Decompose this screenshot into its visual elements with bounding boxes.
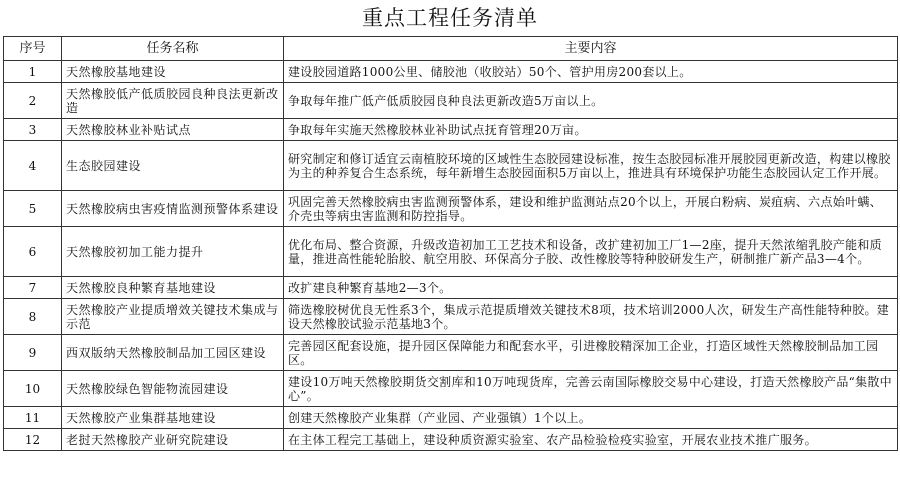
row-num: 4 (4, 141, 62, 191)
row-num: 9 (4, 335, 62, 371)
row-num: 7 (4, 277, 62, 299)
row-content: 在主体工程完工基础上，建设种质资源实验室、农产品检验检疫实验室，开展农业技术推广服务。 (284, 429, 898, 451)
row-content: 创建天然橡胶产业集群（产业园、产业强镇）1个以上。 (284, 407, 898, 429)
row-name: 天然橡胶绿色智能物流园建设 (62, 371, 284, 407)
row-num: 1 (4, 61, 62, 83)
row-name: 天然橡胶产业提质增效关键技术集成与示范 (62, 299, 284, 335)
table-row (4, 429, 898, 451)
row-content: 争取每年实施天然橡胶林业补助试点抚育管理20万亩。 (284, 119, 898, 141)
table-row (4, 277, 898, 299)
header-num: 序号 (4, 37, 62, 61)
table-row (4, 191, 898, 227)
header-content: 主要内容 (284, 37, 898, 61)
row-content: 研究制定和修订适宜云南植胶环境的区域性生态胶园建设标准，按生态胶园标准开展胶园更新改造，构建以橡胶为主的种养复合生态系统，每年新增生态胶园面积5万亩以上，推进具有环境保护功能生态胶园认定工作开展。 (284, 141, 898, 191)
table-row (4, 407, 898, 429)
row-name: 老挝天然橡胶产业研究院建设 (62, 429, 284, 451)
row-name: 天然橡胶林业补贴试点 (62, 119, 284, 141)
table-row (4, 119, 898, 141)
table-row (4, 141, 898, 191)
task-table (3, 36, 898, 451)
table-row (4, 335, 898, 371)
table-row (4, 299, 898, 335)
row-num: 8 (4, 299, 62, 335)
row-content: 改扩建良种繁育基地2—3个。 (284, 277, 898, 299)
row-name: 天然橡胶基地建设 (62, 61, 284, 83)
row-num: 11 (4, 407, 62, 429)
row-num: 10 (4, 371, 62, 407)
row-name: 天然橡胶低产低质胶园良种良法更新改造 (62, 83, 284, 119)
row-content: 争取每年推广低产低质胶园良种良法更新改造5万亩以上。 (284, 83, 898, 119)
table-header-row (4, 37, 898, 61)
table-row (4, 61, 898, 83)
row-content: 巩固完善天然橡胶病虫害监测预警体系，建设和维护监测站点20个以上，开展白粉病、炭疽病、六点始叶螨、介壳虫等病虫害监测和防控指导。 (284, 191, 898, 227)
row-content: 优化布局、整合资源，升级改造初加工工艺技术和设备，改扩建初加工厂1—2座，提升天然浓缩乳胶产能和质量，推进高性能轮胎胶、航空用胶、环保高分子胶、改性橡胶等特种胶研发生产，研制推广新产品3—4个。 (284, 227, 898, 277)
header-name: 任务名称 (62, 37, 284, 61)
page-title: 重点工程任务清单 (362, 6, 538, 30)
row-name: 西双版纳天然橡胶制品加工园区建设 (62, 335, 284, 371)
row-num: 6 (4, 227, 62, 277)
row-num: 2 (4, 83, 62, 119)
row-content: 完善园区配套设施，提升园区保障能力和配套水平，引进橡胶精深加工企业，打造区域性天然橡胶制品加工园区。 (284, 335, 898, 371)
table-row (4, 83, 898, 119)
row-content: 筛选橡胶树优良无性系3个，集成示范提质增效关键技术8项，技术培训2000人次，研发生产高性能特种胶。建设天然橡胶试验示范基地3个。 (284, 299, 898, 335)
row-num: 12 (4, 429, 62, 451)
row-name: 天然橡胶良种繁育基地建设 (62, 277, 284, 299)
row-num: 5 (4, 191, 62, 227)
row-name: 天然橡胶初加工能力提升 (62, 227, 284, 277)
row-num: 3 (4, 119, 62, 141)
table-row (4, 371, 898, 407)
table-row (4, 227, 898, 277)
row-name: 天然橡胶产业集群基地建设 (62, 407, 284, 429)
row-content: 建设胶园道路1000公里、储胶池（收胶站）50个、管护用房200套以上。 (284, 61, 898, 83)
row-name: 生态胶园建设 (62, 141, 284, 191)
row-content: 建设10万吨天然橡胶期货交割库和10万吨现货库，完善云南国际橡胶交易中心建设，打造天然橡胶产品“集散中心”。 (284, 371, 898, 407)
row-name: 天然橡胶病虫害疫情监测预警体系建设 (62, 191, 284, 227)
